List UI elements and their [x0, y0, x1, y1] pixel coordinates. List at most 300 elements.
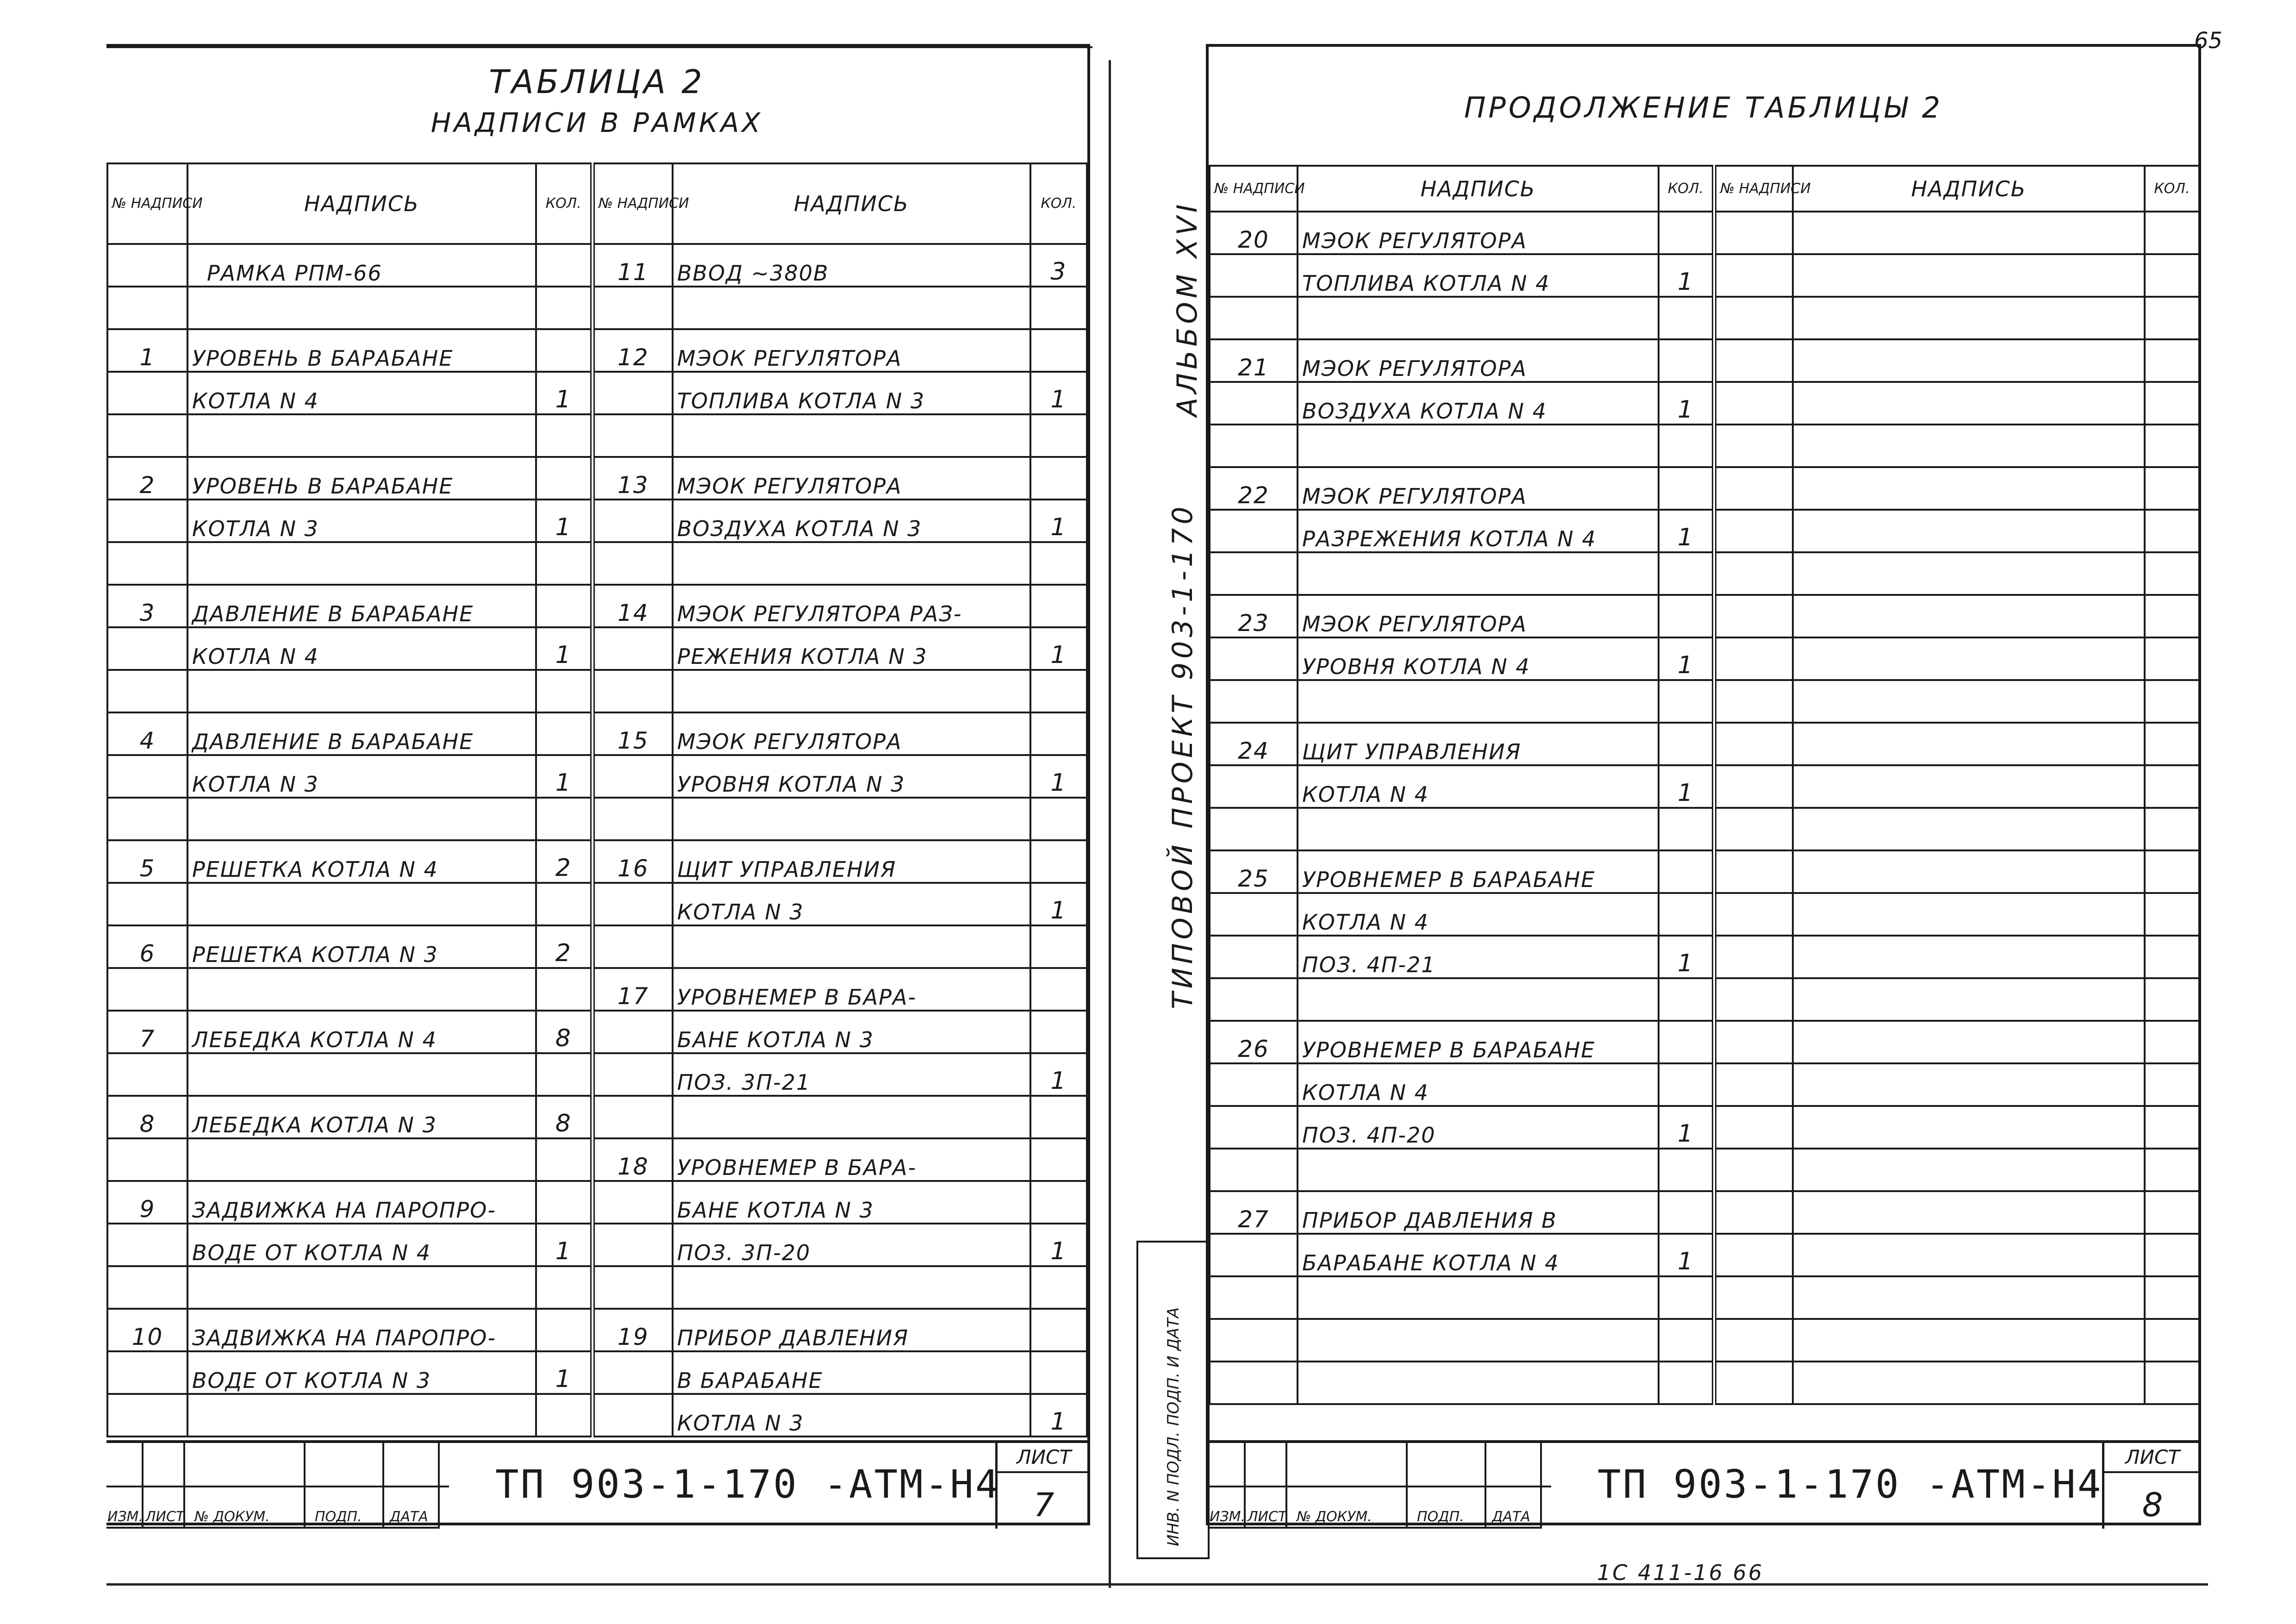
row-quantity — [536, 883, 593, 925]
row-text: КОТЛА N 4 — [187, 372, 536, 414]
row-number: 2 — [107, 457, 187, 500]
row-text — [1793, 254, 2145, 297]
row-number: 13 — [593, 457, 673, 500]
row-text: КОТЛА N 3 — [673, 883, 1030, 925]
row-number — [1210, 680, 1298, 723]
table-row — [1210, 382, 2199, 425]
row-text — [1793, 723, 2145, 765]
stamp-cells — [1209, 1443, 1551, 1529]
row-text: КОТЛА N 4 — [1298, 893, 1659, 936]
row-number — [1714, 1234, 1793, 1276]
header-qty: КОЛ. — [1030, 163, 1087, 244]
row-number: 25 — [1210, 850, 1298, 893]
row-quantity — [2145, 978, 2199, 1021]
row-quantity — [2145, 297, 2199, 339]
table-row — [1210, 467, 2199, 510]
row-text — [1793, 978, 2145, 1021]
row-text: ЛЕБЕДКА КОТЛА N 4 — [187, 1011, 536, 1053]
row-quantity — [1659, 552, 1714, 595]
row-text: МЭОК РЕГУЛЯТОРА — [1298, 467, 1659, 510]
table-row — [107, 372, 1087, 414]
row-number — [593, 755, 673, 798]
row-number — [1210, 978, 1298, 1021]
row-text: МЭОК РЕГУЛЯТОРА — [1298, 212, 1659, 254]
header-no: № НАДПИСИ — [107, 163, 187, 244]
row-text: ВОДЕ ОТ КОТЛА N 4 — [187, 1224, 536, 1266]
row-number — [107, 883, 187, 925]
row-quantity — [536, 798, 593, 840]
table-row — [1210, 212, 2199, 254]
row-number — [1714, 680, 1793, 723]
row-number — [107, 542, 187, 585]
frame-label — [187, 244, 536, 287]
row-text — [673, 670, 1030, 712]
table-row — [107, 1138, 1087, 1181]
row-text: УРОВНЕМЕР В БАРА- — [673, 1138, 1030, 1181]
row-text — [187, 542, 536, 585]
side-stamp-podp: ПОДП. И ДАТА — [1164, 1307, 1183, 1426]
row-text — [1298, 1362, 1659, 1404]
row-quantity — [2145, 1063, 2199, 1106]
row-number — [1714, 1362, 1793, 1404]
row-number — [593, 627, 673, 670]
row-quantity — [1659, 1362, 1714, 1404]
row-number: 7 — [107, 1011, 187, 1053]
row-text — [187, 1053, 536, 1096]
row-number — [1714, 850, 1793, 893]
row-quantity — [2145, 680, 2199, 723]
row-quantity: 1 — [1030, 1394, 1087, 1437]
row-text — [187, 883, 536, 925]
row-text — [673, 542, 1030, 585]
row-text: ДАВЛЕНИЕ В БАРАБАНЕ — [187, 585, 536, 627]
stamp-data: ДАТА — [1492, 1509, 1530, 1525]
table-row — [107, 1266, 1087, 1309]
row-number — [1714, 1106, 1793, 1149]
row-text: ЩИТ УПРАВЛЕНИЯ — [673, 840, 1030, 883]
sheet-number: 8 — [2142, 1486, 2163, 1524]
row-quantity — [1030, 840, 1087, 883]
row-quantity: 1 — [536, 1224, 593, 1266]
row-number — [593, 883, 673, 925]
row-text: ПОЗ. 3П-21 — [673, 1053, 1030, 1096]
table-header-row — [1210, 166, 2199, 212]
table-row — [1210, 1276, 2199, 1319]
row-number — [107, 244, 187, 287]
table-row — [1210, 723, 2199, 765]
header-text: НАДПИСЬ — [673, 163, 1030, 244]
table-row — [1210, 1063, 2199, 1106]
row-quantity — [2145, 1234, 2199, 1276]
right-sheet — [1206, 44, 2201, 1525]
row-number — [107, 1394, 187, 1437]
row-text — [1793, 680, 2145, 723]
row-text — [1298, 978, 1659, 1021]
row-quantity: 1 — [1659, 1234, 1714, 1276]
row-text: ВВОД ~380В — [673, 244, 1030, 287]
row-number — [593, 542, 673, 585]
row-text — [673, 1266, 1030, 1309]
row-quantity — [536, 1394, 593, 1437]
row-quantity — [1659, 1276, 1714, 1319]
stamp-podp: ПОДП. — [315, 1509, 362, 1525]
row-text: В БАРАБАНЕ — [673, 1351, 1030, 1394]
row-quantity — [1030, 1138, 1087, 1181]
table-row — [1210, 510, 2199, 552]
row-number — [1714, 1191, 1793, 1234]
row-text: ПОЗ. 4П-21 — [1298, 936, 1659, 978]
table-row — [107, 670, 1087, 712]
row-text: КОТЛА N 4 — [187, 627, 536, 670]
row-quantity — [2145, 1021, 2199, 1063]
row-text — [1298, 680, 1659, 723]
row-quantity — [536, 1138, 593, 1181]
row-number — [1210, 425, 1298, 467]
stamp-list: ЛИСТ — [1248, 1509, 1287, 1525]
table-row — [1210, 765, 2199, 808]
header-qty: КОЛ. — [1659, 166, 1714, 212]
row-quantity — [2145, 1362, 2199, 1404]
row-quantity — [2145, 723, 2199, 765]
row-text — [187, 414, 536, 457]
table-row — [1210, 850, 2199, 893]
row-quantity — [1659, 1021, 1714, 1063]
row-quantity — [1659, 1149, 1714, 1191]
frame-label-text: РАМКА РПМ-66 — [207, 261, 438, 287]
row-number — [107, 670, 187, 712]
stamp-data: ДАТА — [390, 1509, 428, 1525]
row-quantity: 1 — [1030, 372, 1087, 414]
row-text — [1793, 595, 2145, 637]
row-number — [107, 1138, 187, 1181]
row-text: МЭОК РЕГУЛЯТОРА — [673, 712, 1030, 755]
row-quantity — [536, 329, 593, 372]
row-quantity: 1 — [536, 372, 593, 414]
row-number: 22 — [1210, 467, 1298, 510]
row-quantity: 1 — [1659, 382, 1714, 425]
row-text — [1793, 936, 2145, 978]
table-row — [107, 840, 1087, 883]
row-number — [1714, 297, 1793, 339]
row-number: 20 — [1210, 212, 1298, 254]
row-quantity — [1030, 542, 1087, 585]
row-quantity: 1 — [1030, 883, 1087, 925]
row-quantity — [536, 1309, 593, 1351]
row-text: УРОВЕНЬ В БАРАБАНЕ — [187, 457, 536, 500]
row-quantity — [2145, 765, 2199, 808]
row-number — [1714, 1149, 1793, 1191]
row-text — [1793, 1191, 2145, 1234]
row-number: 26 — [1210, 1021, 1298, 1063]
row-text — [1793, 1149, 2145, 1191]
row-text: ДАВЛЕНИЕ В БАРАБАНЕ — [187, 712, 536, 755]
row-text — [1793, 382, 2145, 425]
row-text — [673, 1096, 1030, 1138]
row-text — [1793, 893, 2145, 936]
row-text: МЭОК РЕГУЛЯТОРА — [1298, 595, 1659, 637]
table-row — [107, 585, 1087, 627]
row-text — [1298, 552, 1659, 595]
row-number — [1714, 339, 1793, 382]
row-text: ЗАДВИЖКА НА ПАРОПРО- — [187, 1181, 536, 1224]
row-number: 9 — [107, 1181, 187, 1224]
row-number — [1210, 893, 1298, 936]
row-quantity: 1 — [1030, 1053, 1087, 1096]
footer-code: 1С 411-16 66 — [1597, 1560, 1764, 1585]
row-text: БАНЕ КОТЛА N 3 — [673, 1011, 1030, 1053]
row-quantity — [1659, 978, 1714, 1021]
row-text — [673, 798, 1030, 840]
row-quantity — [1659, 1191, 1714, 1234]
row-number — [1714, 978, 1793, 1021]
row-number: 16 — [593, 840, 673, 883]
row-number — [1714, 382, 1793, 425]
row-number — [1714, 723, 1793, 765]
row-quantity: 1 — [1030, 755, 1087, 798]
row-quantity — [2145, 1319, 2199, 1362]
row-text: КОТЛА N 3 — [187, 500, 536, 542]
right-table — [1209, 165, 2200, 1405]
row-text — [1793, 1234, 2145, 1276]
row-number — [1714, 1063, 1793, 1106]
row-quantity — [1030, 585, 1087, 627]
table-row — [1210, 339, 2199, 382]
row-number — [107, 755, 187, 798]
continuation-title: ПРОДОЛЖЕНИЕ ТАБЛИЦЫ 2 — [1464, 91, 1943, 125]
row-text — [1793, 1063, 2145, 1106]
row-quantity: 1 — [536, 627, 593, 670]
row-number: 23 — [1210, 595, 1298, 637]
row-text — [187, 287, 536, 329]
row-text: МЭОК РЕГУЛЯТОРА — [673, 457, 1030, 500]
row-quantity — [536, 968, 593, 1011]
row-number — [593, 1011, 673, 1053]
row-number — [107, 798, 187, 840]
row-quantity: 2 — [536, 925, 593, 968]
row-number — [593, 1053, 673, 1096]
row-number: 6 — [107, 925, 187, 968]
table-row — [107, 1053, 1087, 1096]
row-quantity: 8 — [536, 1011, 593, 1053]
row-number — [107, 968, 187, 1011]
row-number — [1714, 1021, 1793, 1063]
row-text: ВОДЕ ОТ КОТЛА N 3 — [187, 1351, 536, 1394]
row-quantity: 1 — [1659, 936, 1714, 978]
row-number — [107, 414, 187, 457]
table-row — [1210, 936, 2199, 978]
row-number: 27 — [1210, 1191, 1298, 1234]
row-number — [107, 500, 187, 542]
row-text: РЕЖЕНИЯ КОТЛА N 3 — [673, 627, 1030, 670]
row-text: УРОВНЕМЕР В БАРАБАНЕ — [1298, 1021, 1659, 1063]
row-quantity — [2145, 893, 2199, 936]
row-text: ТОПЛИВА КОТЛА N 3 — [673, 372, 1030, 414]
row-quantity — [1030, 1011, 1087, 1053]
table-row — [1210, 425, 2199, 467]
table-row — [1210, 595, 2199, 637]
row-number — [1210, 1276, 1298, 1319]
row-quantity — [2145, 1149, 2199, 1191]
page-corner-number: 65 — [2194, 28, 2223, 54]
row-text — [673, 287, 1030, 329]
header-no: № НАДПИСИ — [1210, 166, 1298, 212]
table-row — [1210, 1149, 2199, 1191]
row-quantity — [2145, 936, 2199, 978]
row-quantity — [536, 414, 593, 457]
row-quantity — [2145, 254, 2199, 297]
header-text: НАДПИСЬ — [1793, 166, 2145, 212]
row-text: КОТЛА N 4 — [1298, 1063, 1659, 1106]
row-text — [1793, 339, 2145, 382]
row-quantity — [1030, 329, 1087, 372]
header-no: № НАДПИСИ — [1714, 166, 1793, 212]
row-text — [187, 1138, 536, 1181]
table-row — [1210, 1319, 2199, 1362]
row-number: 5 — [107, 840, 187, 883]
row-number — [1714, 595, 1793, 637]
table-row — [107, 712, 1087, 755]
row-number — [1714, 212, 1793, 254]
stamp-izm: ИЗМ. — [1210, 1509, 1246, 1525]
side-album-label: АЛЬБОМ XVI — [1171, 200, 1204, 417]
row-number — [1210, 1063, 1298, 1106]
header-no: № НАДПИСИ — [593, 163, 673, 244]
row-quantity — [1030, 1309, 1087, 1351]
row-text: УРОВНЕМЕР В БАРАБАНЕ — [1298, 850, 1659, 893]
stamp-podp: ПОДП. — [1417, 1509, 1464, 1525]
row-number — [107, 1351, 187, 1394]
table-row — [107, 1351, 1087, 1394]
row-number — [1210, 1234, 1298, 1276]
row-quantity — [2145, 382, 2199, 425]
row-text — [1298, 1149, 1659, 1191]
row-number — [1714, 1276, 1793, 1319]
row-text: КОТЛА N 4 — [1298, 765, 1659, 808]
row-quantity: 1 — [1659, 254, 1714, 297]
row-number — [1210, 382, 1298, 425]
stamp-cells — [106, 1443, 449, 1529]
row-number: 11 — [593, 244, 673, 287]
row-number — [593, 372, 673, 414]
table-row — [107, 287, 1087, 329]
row-quantity — [1030, 798, 1087, 840]
row-text — [1298, 1276, 1659, 1319]
row-text — [1793, 510, 2145, 552]
row-number — [593, 798, 673, 840]
row-text: БАНЕ КОТЛА N 3 — [673, 1181, 1030, 1224]
row-text: УРОВЕНЬ В БАРАБАНЕ — [187, 329, 536, 372]
row-number: 15 — [593, 712, 673, 755]
table-row — [107, 755, 1087, 798]
table-row — [1210, 1106, 2199, 1149]
row-text — [1298, 297, 1659, 339]
row-text: ВОЗДУХА КОТЛА N 4 — [1298, 382, 1659, 425]
table-row — [1210, 680, 2199, 723]
row-quantity: 1 — [536, 500, 593, 542]
row-number — [107, 372, 187, 414]
row-number: 8 — [107, 1096, 187, 1138]
row-quantity — [1030, 925, 1087, 968]
row-quantity: 3 — [1030, 244, 1087, 287]
table-row — [107, 244, 1087, 287]
row-quantity — [2145, 1191, 2199, 1234]
row-quantity — [1659, 893, 1714, 936]
row-quantity — [1659, 212, 1714, 254]
row-text — [1793, 765, 2145, 808]
table-row — [107, 1096, 1087, 1138]
row-number — [1210, 552, 1298, 595]
row-text — [673, 414, 1030, 457]
row-quantity — [2145, 595, 2199, 637]
row-quantity — [2145, 637, 2199, 680]
row-text — [187, 968, 536, 1011]
row-quantity: 1 — [1659, 510, 1714, 552]
row-quantity — [2145, 467, 2199, 510]
row-quantity: 2 — [536, 840, 593, 883]
sheet-label: ЛИСТ — [2104, 1446, 2201, 1473]
row-quantity — [536, 542, 593, 585]
row-number — [593, 287, 673, 329]
row-text: МЭОК РЕГУЛЯТОРА — [673, 329, 1030, 372]
row-number — [593, 925, 673, 968]
header-qty: КОЛ. — [2145, 166, 2199, 212]
row-number — [1714, 893, 1793, 936]
sheet-label: ЛИСТ — [998, 1446, 1090, 1473]
row-number — [107, 1266, 187, 1309]
row-text: ПРИБОР ДАВЛЕНИЯ В — [1298, 1191, 1659, 1234]
row-number: 10 — [107, 1309, 187, 1351]
row-text — [1298, 425, 1659, 467]
row-number — [1714, 1319, 1793, 1362]
row-quantity — [1659, 595, 1714, 637]
row-quantity — [2145, 1276, 2199, 1319]
row-number — [107, 627, 187, 670]
row-quantity — [1659, 467, 1714, 510]
row-number — [1210, 510, 1298, 552]
row-text — [187, 670, 536, 712]
header-text: НАДПИСЬ — [187, 163, 536, 244]
row-number — [1714, 765, 1793, 808]
table-row — [1210, 1234, 2199, 1276]
row-quantity — [1030, 1096, 1087, 1138]
row-text: КОТЛА N 3 — [673, 1394, 1030, 1437]
row-quantity — [1030, 968, 1087, 1011]
row-text: РЕШЕТКА КОТЛА N 3 — [187, 925, 536, 968]
row-quantity — [536, 1053, 593, 1096]
row-quantity — [1659, 1319, 1714, 1362]
row-number — [1210, 765, 1298, 808]
row-number: 17 — [593, 968, 673, 1011]
table-title: ТАБЛИЦА 2 — [489, 63, 705, 101]
table-row — [107, 968, 1087, 1011]
row-text — [1793, 1319, 2145, 1362]
row-number: 18 — [593, 1138, 673, 1181]
row-number: 24 — [1210, 723, 1298, 765]
row-quantity: 1 — [1659, 765, 1714, 808]
row-number — [593, 1181, 673, 1224]
row-text — [1793, 212, 2145, 254]
row-number — [593, 1224, 673, 1266]
row-quantity — [536, 712, 593, 755]
row-number: 3 — [107, 585, 187, 627]
row-text — [1298, 808, 1659, 850]
row-number — [1210, 297, 1298, 339]
row-quantity: 1 — [1659, 637, 1714, 680]
row-quantity — [2145, 552, 2199, 595]
table-row — [107, 1224, 1087, 1266]
row-quantity — [536, 457, 593, 500]
row-number — [593, 670, 673, 712]
